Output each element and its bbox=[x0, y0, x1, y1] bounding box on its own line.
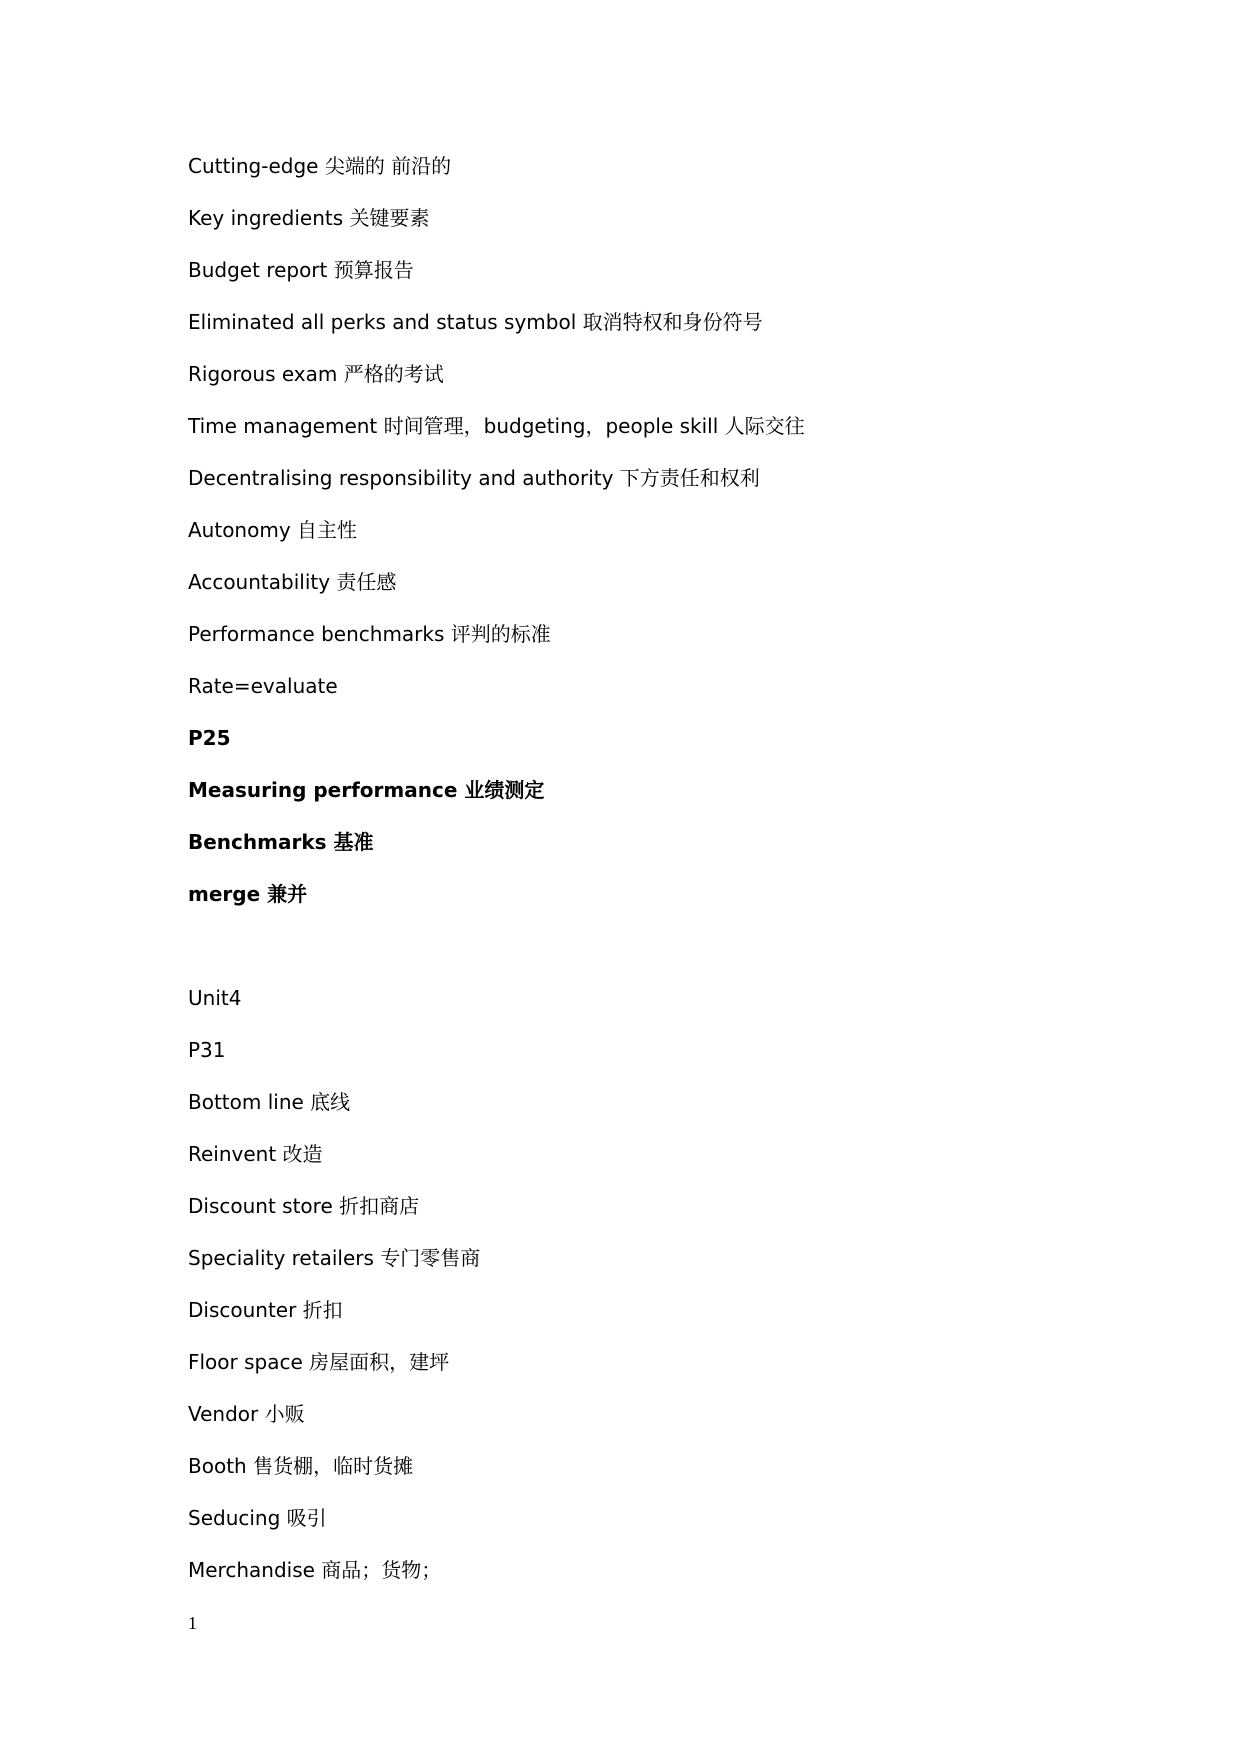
vocab-line: Autonomy 自主性 bbox=[188, 518, 358, 542]
vocab-line-bold: Measuring performance 业绩测定 bbox=[188, 778, 545, 802]
vocab-line: Bottom line 底线 bbox=[188, 1090, 351, 1114]
vocab-line: Discounter 折扣 bbox=[188, 1298, 343, 1322]
page-number: 1 bbox=[188, 1613, 197, 1633]
vocab-line: Key ingredients 关键要素 bbox=[188, 206, 430, 230]
vocab-line: Vendor 小贩 bbox=[188, 1402, 305, 1426]
vocab-line: Performance benchmarks 评判的标准 bbox=[188, 622, 551, 646]
vocab-line-bold: merge 兼并 bbox=[188, 882, 308, 906]
vocab-line: Cutting-edge 尖端的 前沿的 bbox=[188, 154, 452, 178]
vocab-line: Budget report 预算报告 bbox=[188, 258, 414, 282]
unit-heading: Unit4 bbox=[188, 986, 242, 1010]
vocab-line: Reinvent 改造 bbox=[188, 1142, 323, 1166]
vocab-line: Decentralising responsibility and authority 下方责任和权利 bbox=[188, 466, 760, 490]
vocab-line: Discount store 折扣商店 bbox=[188, 1194, 420, 1218]
vocab-line-bold: Benchmarks 基准 bbox=[188, 830, 374, 854]
vocab-line: Seducing 吸引 bbox=[188, 1506, 327, 1530]
vocab-line: Speciality retailers 专门零售商 bbox=[188, 1246, 481, 1270]
vocab-line: Merchandise 商品；货物； bbox=[188, 1558, 442, 1582]
section-heading: P25 bbox=[188, 726, 231, 750]
vocab-line: Eliminated all perks and status symbol 取消特权和身份符号 bbox=[188, 310, 763, 334]
section-heading: P31 bbox=[188, 1038, 226, 1062]
vocab-line: Floor space 房屋面积，建坪 bbox=[188, 1350, 450, 1374]
vocab-line: Rate=evaluate bbox=[188, 674, 338, 698]
vocab-line: Accountability 责任感 bbox=[188, 570, 397, 594]
vocab-line: Rigorous exam 严格的考试 bbox=[188, 362, 444, 386]
vocab-line: Time management 时间管理，budgeting，people skill 人际交往 bbox=[188, 414, 805, 438]
vocab-line: Booth 售货棚，临时货摊 bbox=[188, 1454, 414, 1478]
